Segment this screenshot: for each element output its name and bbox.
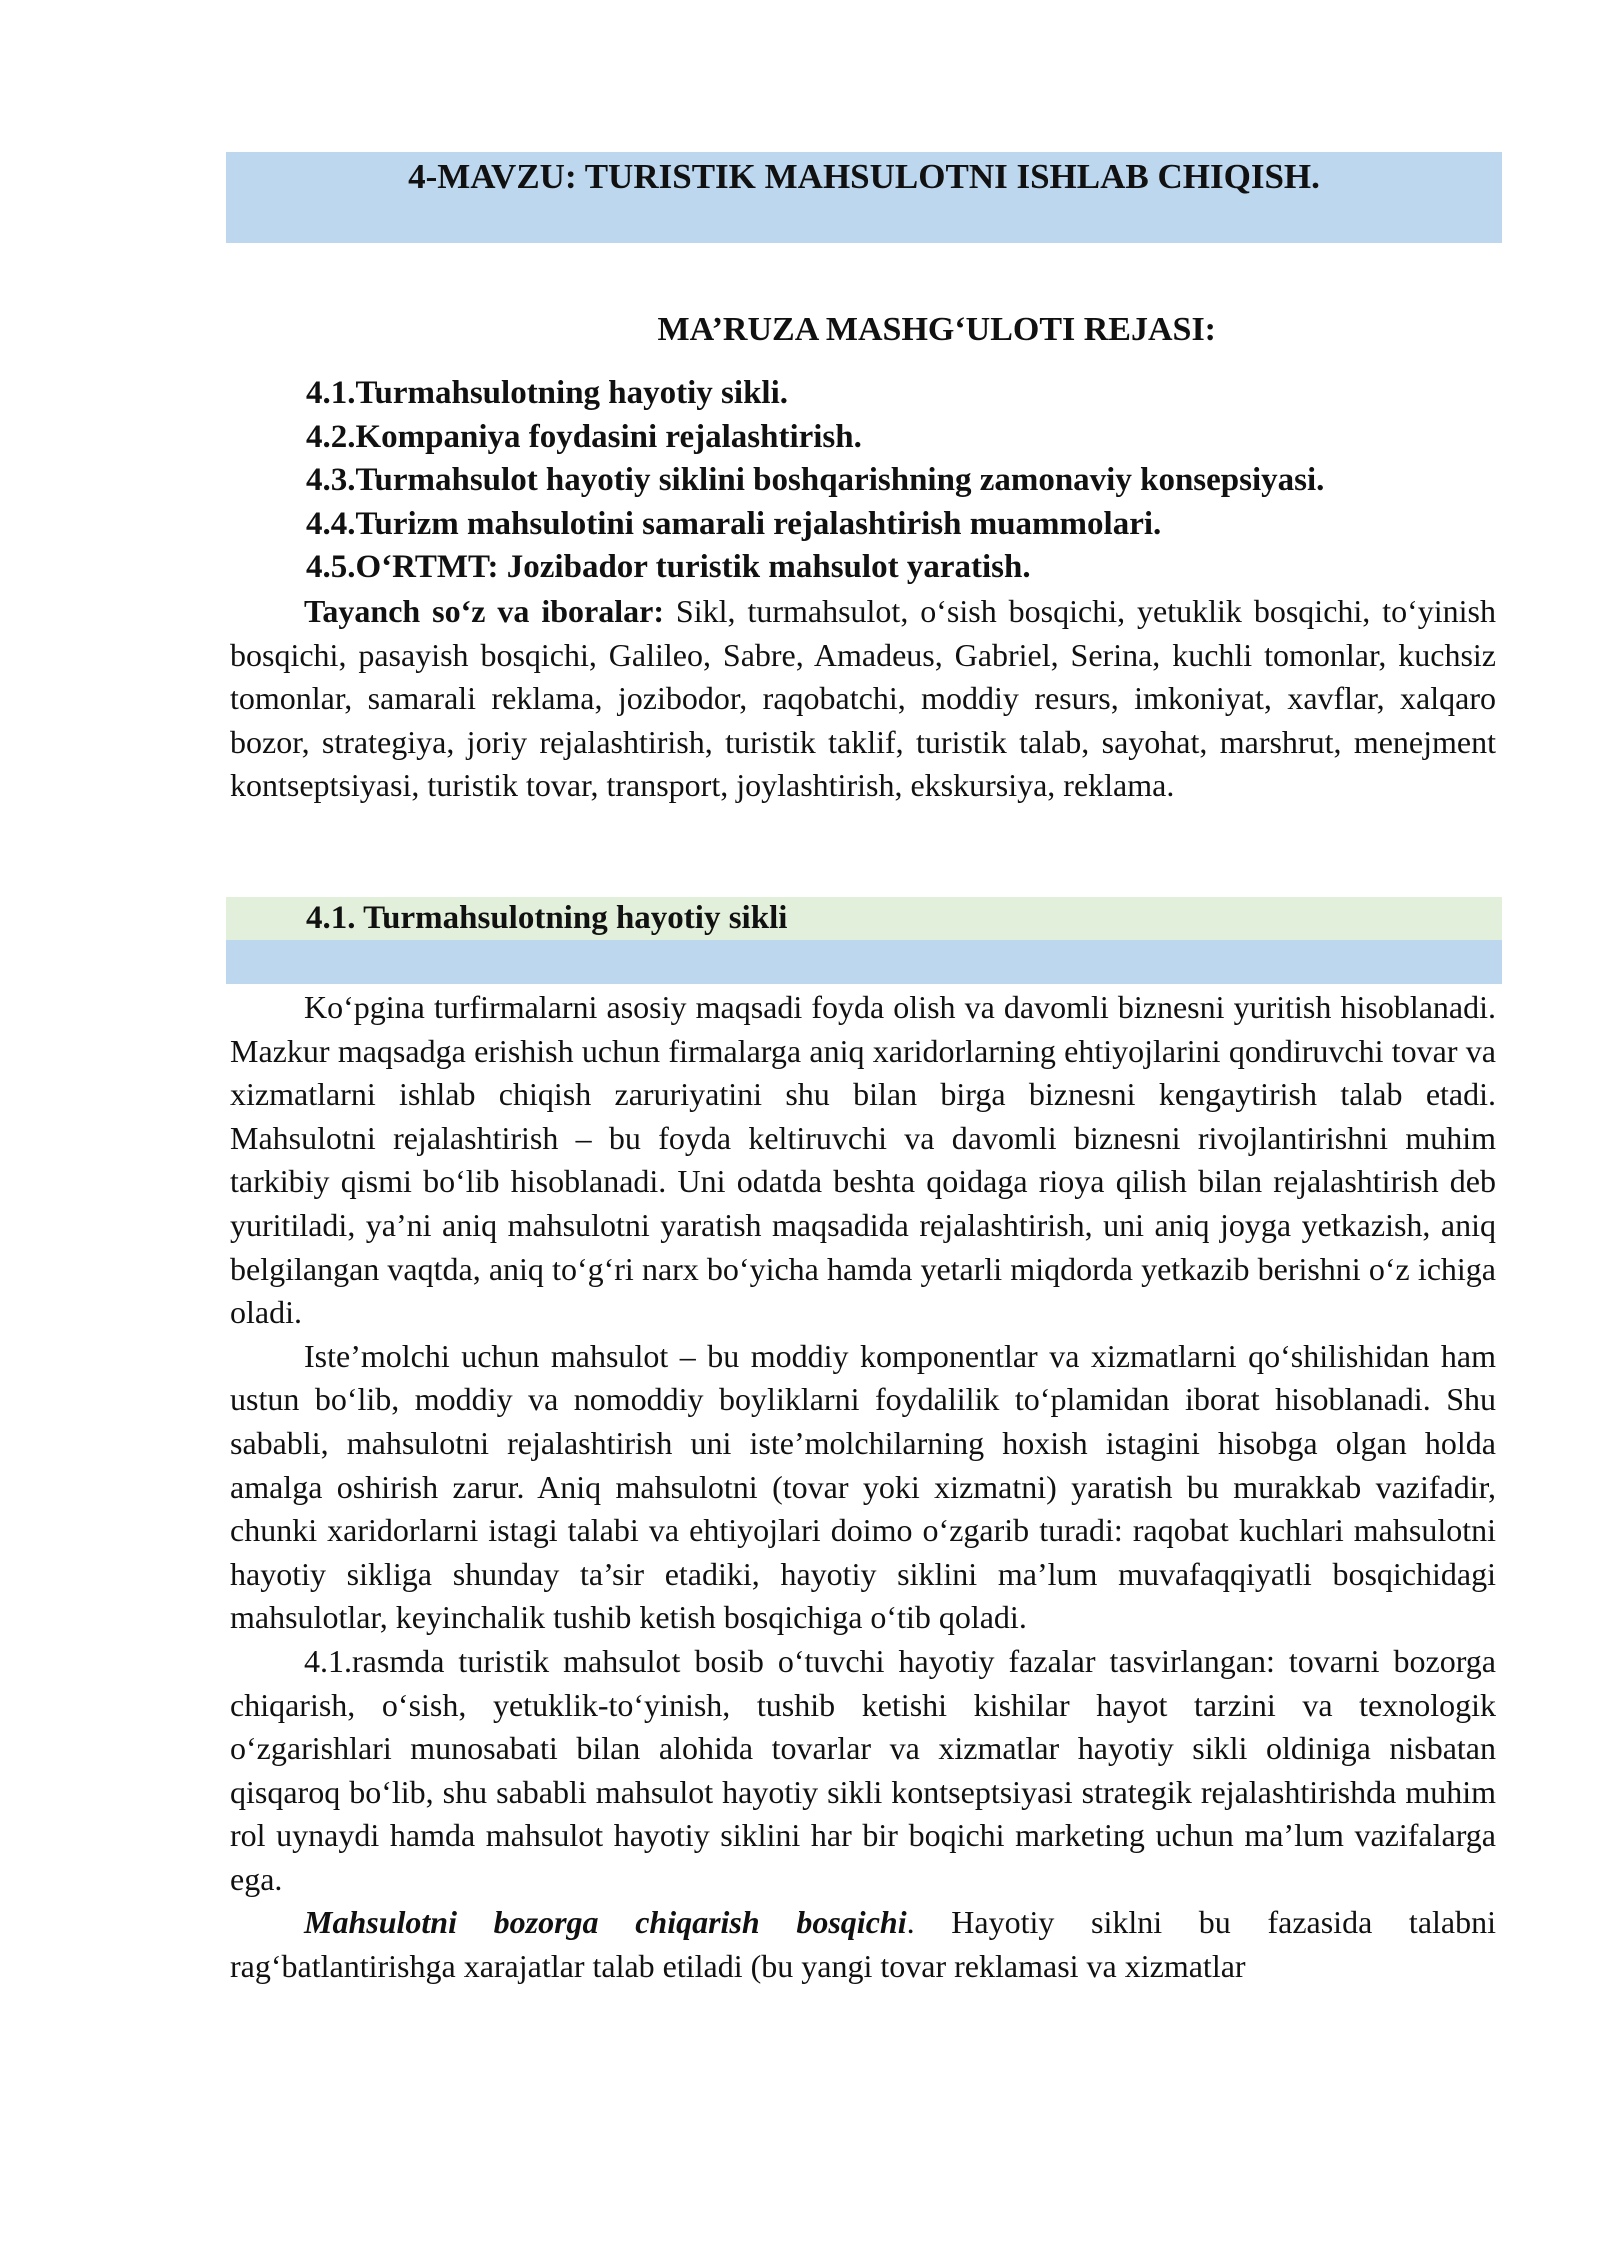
stage-text: . Hayotiy siklni bu fazasida talabni rag‘batlantirishga xarajatlar talab etiladi (bu yangi tovar reklamasi va xizmatlar (230, 1904, 1497, 1985)
body-paragraph: Iste’molchi uchun mahsulot – bu moddiy komponentlar va xizmatlarni qo‘shilishidan ham ustun bo‘lib, moddiy va nomoddiy boyliklarni foydalilik to‘plamidan iborat hisoblanadi. Shu sababli, mahsulotni rejalashtirish uni iste’molchilarning hoxish istagini hisobga olgan holda amalga oshirish zarur. Aniq mahsulotni (tovar yoki xizmatni) yaratish bu murakkab vazifadir, chunki xaridorlarni istagi talabi va ehtiyojlari doimo o‘zgarib turadi: raqobat kuchlari mahsulotni hayotiy sikliga shunday ta’sir etadiki, hayotiy siklini ma’lum muvafaqqiyatli bosqichidagi mahsulotlar, keyinchalik tushib ketish bosqichiga o‘tib qoladi. (230, 1337, 1496, 1636)
keywords-paragraph (230, 590, 1496, 808)
body-paragraph-last (230, 1901, 1496, 1988)
section-title: 4.1. Turmahsulotning hayotiy sikli (306, 900, 788, 936)
body-paragraph: 4.1.rasmda turistik mahsulot bosib o‘tuvchi hayotiy fazalar tasvirlangan: tovarni bozorga chiqarish, o‘sish, yetuklik-to‘yinish, tushib ketishi kishilar hayot tarzini va texnologik o‘zgarishlari munosabati bilan alohida tovarlar va xizmatlar hayotiy sikli oldiniga nisbatan qisqaroq bo‘lib, shu sababli mahsulot hayotiy sikli kontseptsiyasi strategik rejalashtirishda muhim rol uynaydi hamda mahsulot hayotiy siklini har bir boqichi marketing uchun ma’lum vazifalarga ega. (230, 1642, 1496, 1897)
plan-item: 4.5.O‘RTMT: Jozibador turistik mahsulot yaratish. (306, 549, 1031, 585)
section-body (230, 986, 1496, 1989)
keywords-text: Sikl, turmahsulot, o‘sish bosqichi, yetuklik bosqichi, to‘yinish bosqichi, pasayish bosqichi, Galileo, Sabre, Amadeus, Gabriel, Serina, kuchli tomonlar, kuchsiz tomonlar, samarali reklama, jozibodor, raqobatchi, moddiy resurs, imkoniyat, xavflar, xalqaro bozor, strategiya, joriy rejalashtirish, turistik taklif, turistik talab, sayohat, marshrut, menejment kontseptsiyasi, turistik tovar, transport, joylashtirish, ekskursiya, reklama. (230, 593, 1497, 804)
keywords-block (230, 590, 1496, 808)
plan-item: 4.3.Turmahsulot hayotiy siklini boshqarishning zamonaviy konsepsiyasi. (306, 462, 1325, 498)
plan-item: 4.2.Kompaniya foydasini rejalashtirish. (306, 418, 862, 455)
plan-list (306, 372, 1324, 590)
plan-item: 4.4.Turizm mahsulotini samarali rejalashtirish muammolari. (306, 505, 1162, 542)
plan-heading: MA’RUZA MASHG‘ULOTI REJASI: (657, 311, 1216, 348)
body-paragraph: Ko‘pgina turfirmalarni asosiy maqsadi foyda olish va davomli biznesni yuritish hisoblanadi. Mazkur maqsadga erishish uchun firmalarga aniq xaridorlarning ehtiyojlarini qondiruvchi tovar va xizmatlarni ishlab chiqish zaruriyatini shu bilan birga biznesni kengaytirish talab etadi. Mahsulotni rejalashtirish – bu foyda keltiruvchi va davomli biznesni rivojlantirishni muhim tarkibiy qismi bo‘lib hisoblanadi. Uni odatda beshta qoidaga rioya qilish bilan rejalashtirish deb yuritiladi, ya’ni aniq mahsulotni yaratish maqsadida rejalashtirish, uni aniq joyga yetkazish, aniq belgilangan vaqtda, aniq to‘g‘ri narx bo‘yicha hamda yetarli miqdorda yetkazib berishni o‘z ichiga oladi. (230, 989, 1496, 1331)
section-title-band-lower (226, 940, 1502, 984)
topic-title: 4-MAVZU: TURISTIK MAHSULOTNI ISHLAB CHIQISH. (408, 157, 1320, 196)
stage-term: Mahsulotni bozorga chiqarish bosqichi (304, 1904, 907, 1941)
plan-item: 4.1.Turmahsulotning hayotiy sikli. (306, 375, 789, 411)
keywords-label: Tayanch so‘z va iboralar: (304, 593, 664, 629)
